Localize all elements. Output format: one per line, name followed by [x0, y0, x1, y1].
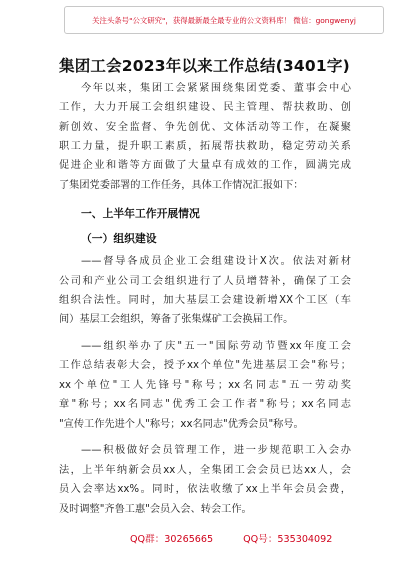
footer-contact	[130, 531, 332, 545]
document-title: 集团工会2023年以来工作总结(3401字)	[59, 57, 350, 75]
para-line: 章"称号；xx名同志"优秀工会工作者"称号；xx名同志	[59, 399, 351, 410]
subsection-heading: （一）组织建设	[81, 232, 157, 245]
para-line: ——积极做好会员管理工作，进一步规范职工入会办	[81, 445, 351, 456]
para-line: 法，上半年纳新会员xx人，全集团工会会员已达xx人，会	[59, 465, 351, 476]
para-line: 员入会率达xx%。同时，依法收缴了xx上半年会员会费，	[59, 484, 351, 495]
intro-line: 新创效、安全监督、争先创优、文体活动等工作，在凝聚	[59, 122, 351, 133]
para-line: xx个单位"工人先锋号"称号；xx名同志"五一劳动奖	[59, 380, 351, 391]
banner-text: 关注头条号"公文研究"，获得最新最全最专业的公文资料库！ 微信：gongwenyj	[92, 15, 356, 25]
para-line: 组织合法性。同时，加大基层工会建设新增XX个工区（车	[59, 295, 351, 306]
para-line: "宣传工作先进个人"称号；xx名同志"优秀会员"称号。	[59, 419, 304, 430]
para-line: 公司和产业公司工会组织进行了人员增替补，确保了工会	[59, 276, 351, 287]
intro-line: 了集团党委部署的工作任务，具体工作情况汇报如下：	[59, 180, 304, 191]
para-line: 间）基层工会组织，筹备了张集煤矿工会换届工作。	[59, 314, 294, 325]
intro-line: 今年以来，集团工会紧紧围绕集团党委、董事会中心	[81, 83, 351, 94]
para-line: ——组织举办了庆"五一"国际劳动节暨xx年度工会	[81, 341, 351, 352]
top-banner	[64, 6, 384, 34]
para-line: 及时调整"齐鲁工惠"会员入会、转会工作。	[59, 504, 252, 515]
intro-line: 职工力量，提升职工素质，拓展帮扶救助，稳定劳动关系	[59, 141, 351, 152]
para-line: 工作总结表彰大会，授予xx个单位"先进基层工会"称号；	[59, 360, 351, 371]
qq-number-label: QQ号：535304092	[243, 534, 333, 545]
intro-line: 工作，大力开展工会组织建设、民主管理、帮扶救助、创	[59, 102, 351, 113]
qq-group-label: QQ群：30265665	[130, 534, 214, 545]
section-heading: 一、上半年工作开展情况	[81, 207, 200, 220]
intro-line: 促进企业和谐等方面做了大量卓有成效的工作，圆满完成	[59, 160, 351, 171]
para-line: ——督导各成员企业工会组建设计X次。依法对新材	[81, 256, 351, 267]
